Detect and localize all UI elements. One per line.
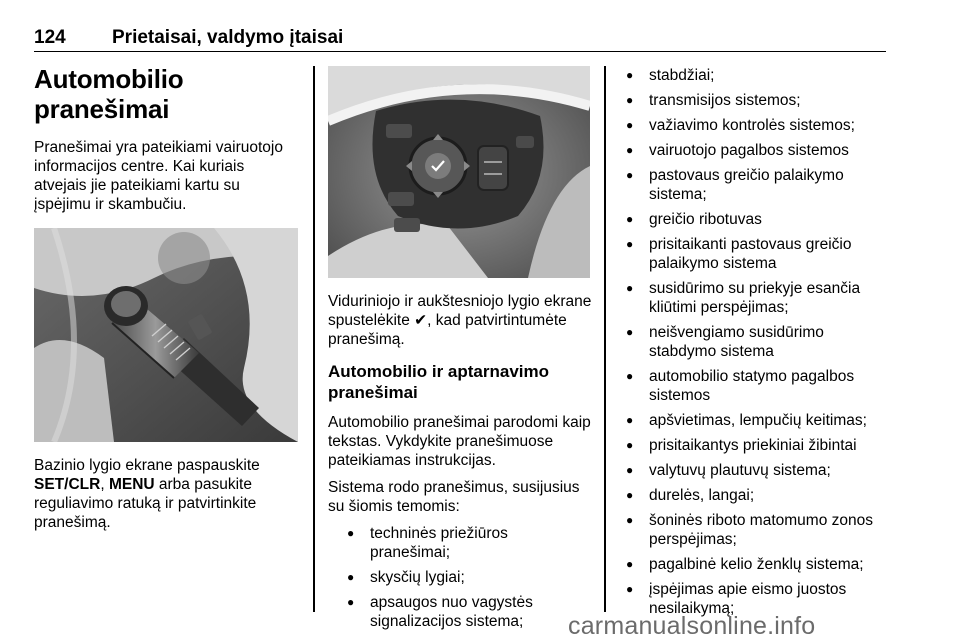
section-heading: Automobilio ir aptarnavimo pranešimai [328,362,550,402]
list-item: ● prisitaikantys priekiniai žibintai [624,436,888,455]
instruction-text-start: Bazinio lygio ekrane paspauskite [34,457,260,474]
column-divider-2 [604,66,606,612]
middle-column [328,66,592,637]
confirm-text-start: Viduriniojo ir aukštesniojo lygio ekrane spustelėkite [328,293,592,329]
list-item: ● šoninės riboto matomumo zonos perspėjimas; [624,511,888,549]
list-item: ● skysčių lygiai; [328,568,592,587]
setclr-key: SET/CLR [34,476,101,493]
list-item: ● stabdžiai; [624,66,888,85]
separator: , [100,476,109,493]
list-item: ● automobilio statymo pagalbos sistemos [624,367,888,405]
section-title: Prietaisai, valdymo įtaisai [112,27,344,48]
list-item: ● pagalbinė kelio ženklų sistema; [624,555,888,574]
list-item: ● vairuotojo pagalbos sistemos [624,141,888,160]
intro-paragraph: Pranešimai yra pateikiami vairuotojo informacijos centre. Kai kuriais atvejais jie pateikiami kartu su įspėjimu ir skambučiu. [34,139,283,213]
page-header [34,22,886,52]
right-column [624,66,888,624]
page-number: 124 [34,27,66,48]
list-item: ● pastovaus greičio palaikymo sistema; [624,166,888,204]
list-item: ● techninės priežiūros pranešimai; [328,524,592,562]
topics-list-start [328,524,592,631]
confirm-text-end: , kad patvirtintumėte pranešimą. [328,312,567,348]
checkmark-icon: ✔ [414,312,428,329]
menu-key: MENU [108,476,155,493]
topics-paragraph: Sistema rodo pranešimus, susijusius su šiomis temomis: [328,479,580,515]
list-item: ● prisitaikanti pastovaus greičio palaikymo sistema [624,235,888,273]
left-column [34,64,300,540]
list-item: ● susidūrimo su priekyje esančia kliūtimi perspėjimas; [624,279,888,317]
list-item: ● valytuvų plautuvų sistema; [624,461,888,480]
list-item: ● durelės, langai; [624,486,888,505]
topics-list-continued [624,66,888,618]
watermark: carmanualsonline.info [568,612,816,640]
confirm-instruction [328,292,592,349]
page-title: Automobilio pranešimai [34,64,184,124]
messages-paragraph: Automobilio pranešimai parodomi kaip tekstas. Vykdykite pranešimuose pateikiamas instrukcijas. [328,414,591,469]
turn-signal-lever-illustration [34,228,298,442]
list-item: ● apsaugos nuo vagystės signalizacijos sistema; [328,593,592,631]
instruction-text-end: arba pasukite reguliavimo ratuką ir patvirtinkite pranešimą. [34,476,257,531]
list-item: ● greičio ribotuvas [624,210,888,229]
list-item: ● važiavimo kontrolės sistemos; [624,116,888,135]
list-item: ● neišvengiamo susidūrimo stabdymo sistema [624,323,888,361]
list-item: ● apšvietimas, lempučių keitimas; [624,411,888,430]
list-item: ● įspėjimas apie eismo juostos nesilaikymą; [624,580,888,618]
column-divider-1 [313,66,315,612]
list-item: ● transmisijos sistemos; [624,91,888,110]
setclr-instruction [34,456,300,532]
steering-wheel-controls-illustration [328,66,590,278]
